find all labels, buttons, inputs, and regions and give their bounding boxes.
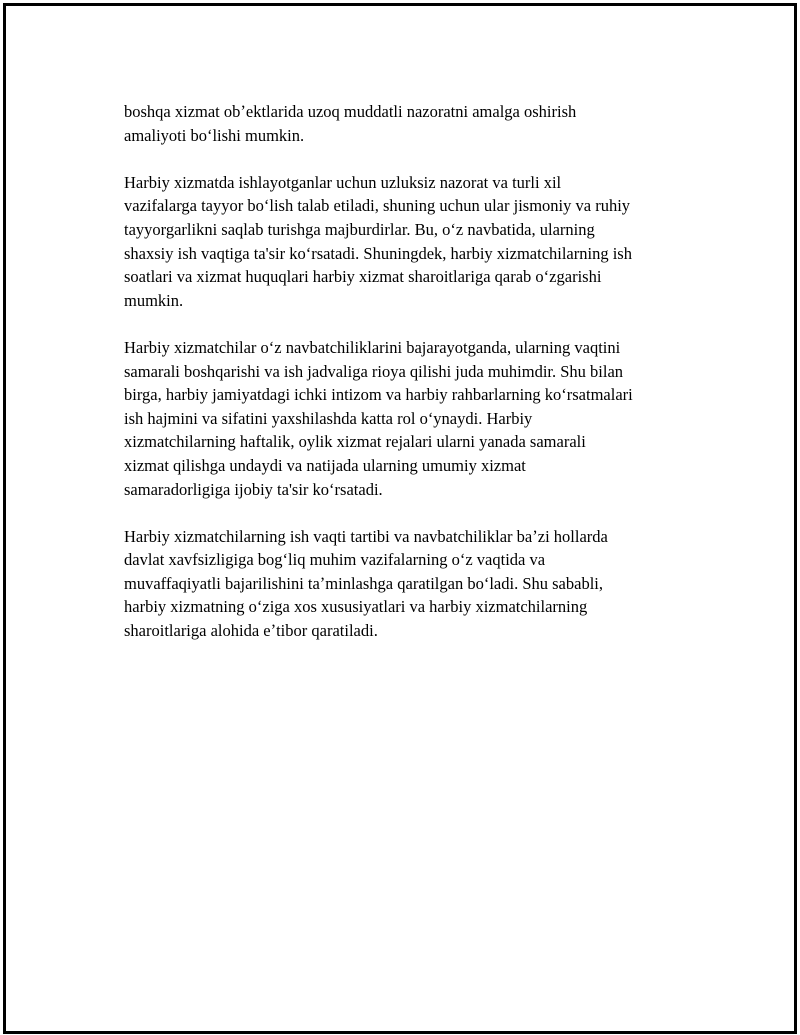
text-line: soatlari va xizmat huquqlari harbiy xizmat sharoitlariga qarab oʻzgarishi: [124, 267, 602, 287]
text-line: samarali boshqarishi va ish jadvaliga rioya qilishi juda muhimdir. Shu bilan: [124, 361, 624, 381]
text-line: tayyorgarlikni saqlab turishga majburdirlar. Bu, oʻz navbatida, ularning: [124, 219, 595, 239]
text-line: ish hajmini va sifatini yaxshilashda katta rol oʻynaydi. Harbiy: [124, 408, 533, 428]
paragraph-4: [124, 525, 704, 643]
text-line: mumkin.: [124, 290, 184, 310]
text-line: Harbiy xizmatda ishlayotganlar uchun uzluksiz nazorat va turli xil: [124, 172, 562, 192]
text-line: muvaffaqiyatli bajarilishini taʼminlashga qaratilgan boʻladi. Shu sababli,: [124, 573, 603, 593]
text-line: xizmatchilarning haftalik, oylik xizmat rejalari ularni yanada samarali: [124, 432, 586, 452]
text-line: shaxsiy ish vaqtiga ta'sir koʻrsatadi. Shuningdek, harbiy xizmatchilarning ish: [124, 243, 632, 263]
text-line: vazifalarga tayyor boʻlish talab etiladi, shuning uchun ular jismoniy va ruhiy: [124, 196, 631, 216]
text-line: davlat xavfsizligiga bogʻliq muhim vazifalarning oʻz vaqtida va: [124, 550, 546, 570]
text-line: sharoitlariga alohida eʼtibor qaratiladi.: [124, 621, 378, 641]
paragraph-1: [124, 100, 704, 147]
page-frame: [3, 3, 797, 1034]
text-line: Harbiy xizmatchilarning ish vaqti tartibi va navbatchiliklar baʼzi hollarda: [124, 526, 608, 546]
text-line: samaradorligiga ijobiy ta'sir koʻrsatadi.: [124, 479, 383, 499]
text-line: birga, harbiy jamiyatdagi ichki intizom va harbiy rahbarlarning koʻrsatmalari: [124, 385, 633, 405]
document-body: [124, 100, 704, 666]
text-line: xizmat qilishga undaydi va natijada ularning umumiy xizmat: [124, 455, 526, 475]
text-line: harbiy xizmatning oʻziga xos xususiyatlari va harbiy xizmatchilarning: [124, 597, 588, 617]
text-line: Harbiy xizmatchilar oʻz navbatchiliklarini bajarayotganda, ularning vaqtini: [124, 337, 621, 357]
text-line: amaliyoti boʻlishi mumkin.: [124, 125, 305, 145]
paragraph-2: [124, 171, 704, 313]
paragraph-3: [124, 336, 704, 501]
text-line: boshqa xizmat obʼektlarida uzoq muddatli nazoratni amalga oshirish: [124, 102, 577, 121]
